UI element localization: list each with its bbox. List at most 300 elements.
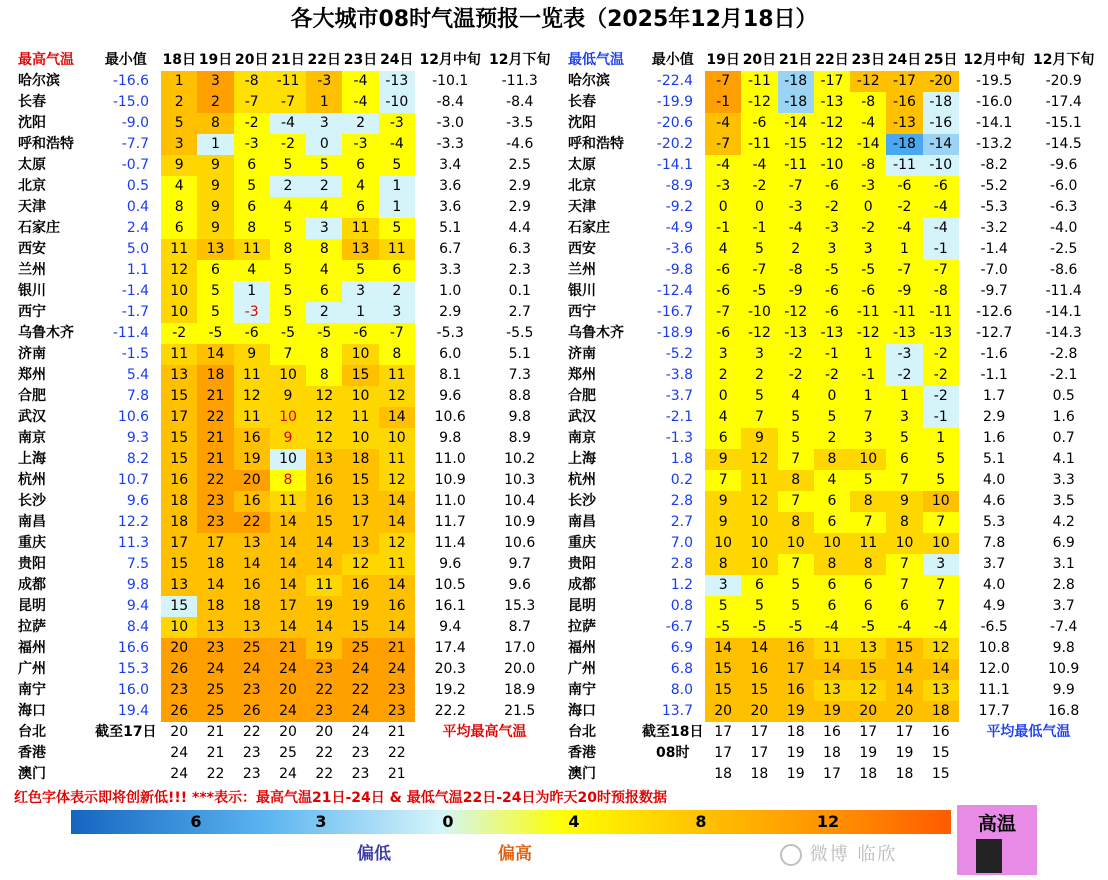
forecast-cell: 14 — [197, 344, 233, 365]
late-month-avg: -2.1 — [1050, 367, 1078, 383]
forecast-cell: 8 — [306, 365, 342, 386]
forecast-cell: -5 — [850, 260, 886, 281]
forecast-cell: -2 — [886, 365, 922, 386]
forecast-cell: 6 — [705, 428, 741, 449]
city-name: 北京 — [568, 178, 596, 194]
forecast-cell: 17 — [714, 745, 733, 761]
forecast-cell: 17 — [161, 533, 197, 554]
forecast-cell: 16 — [741, 659, 777, 680]
mid-month-avg: -12.6 — [976, 304, 1013, 320]
mid-month-avg: -3.2 — [980, 220, 1008, 236]
forecast-cell: 3 — [741, 344, 777, 365]
forecast-cell: 14 — [270, 617, 306, 638]
forecast-cell: 19 — [342, 596, 378, 617]
forecast-cell: -4 — [923, 197, 959, 218]
forecast-cell: 14 — [886, 680, 922, 701]
forecast-cell: 12 — [306, 407, 342, 428]
table-row — [564, 680, 1098, 701]
forecast-cell: 13 — [234, 533, 270, 554]
forecast-cell: -2 — [886, 197, 922, 218]
city-name: 南京 — [18, 430, 46, 446]
forecast-cell: -5 — [306, 323, 342, 344]
city-name: 太原 — [568, 157, 596, 173]
forecast-cell: 6 — [161, 218, 197, 239]
forecast-cell: -6 — [814, 281, 850, 302]
forecast-cell: 2 — [342, 113, 378, 134]
forecast-cell: 8 — [814, 554, 850, 575]
forecast-cell: -12 — [741, 323, 777, 344]
forecast-cell: 6 — [814, 575, 850, 596]
min-value: -20.6 — [656, 115, 694, 131]
city-name: 杭州 — [18, 472, 46, 488]
forecast-cell: 25 — [197, 680, 233, 701]
min-value: 08时 — [656, 745, 690, 761]
city-name: 合肥 — [568, 388, 596, 404]
min-value: 2.4 — [126, 220, 150, 236]
forecast-cell: 5 — [270, 260, 306, 281]
min-value: 0.5 — [126, 178, 150, 194]
min-value: -3.7 — [665, 388, 694, 404]
forecast-cell: 6 — [886, 596, 922, 617]
table-row — [14, 323, 554, 344]
late-month-avg: -9.6 — [1050, 157, 1078, 173]
forecast-cell: 13 — [850, 638, 886, 659]
forecast-cell: 8 — [379, 344, 415, 365]
forecast-cell: 3 — [886, 407, 922, 428]
city-name: 海口 — [18, 703, 46, 719]
mid-month-avg: 1.7 — [983, 388, 1006, 404]
forecast-cell: 7 — [923, 575, 959, 596]
forecast-cell: 6 — [197, 260, 233, 281]
forecast-cell: 19 — [234, 449, 270, 470]
forecast-cell: 16 — [234, 491, 270, 512]
min-temp-header: 最低气温 — [568, 52, 624, 68]
forecast-cell: -13 — [814, 323, 850, 344]
forecast-cell: 1 — [234, 281, 270, 302]
city-name: 银川 — [18, 283, 46, 299]
forecast-cell: 2 — [814, 428, 850, 449]
table-row — [564, 407, 1098, 428]
forecast-cell: -6 — [886, 176, 922, 197]
min-value: 15.3 — [117, 661, 150, 677]
table-row — [564, 722, 1098, 743]
forecast-cell: -12 — [850, 323, 886, 344]
min-value: -19.9 — [656, 94, 694, 110]
forecast-cell: 11 — [741, 470, 777, 491]
forecast-cell: 6 — [814, 596, 850, 617]
table-row — [14, 134, 554, 155]
forecast-cell: -4 — [778, 218, 814, 239]
forecast-cell: -14 — [850, 134, 886, 155]
city-name: 石家庄 — [568, 220, 610, 236]
forecast-cell: 25 — [197, 701, 233, 722]
table-row — [564, 575, 1098, 596]
forecast-cell: 4 — [161, 176, 197, 197]
table-row — [564, 323, 1098, 344]
forecast-cell: -12 — [814, 113, 850, 134]
forecast-cell: 15 — [342, 470, 378, 491]
forecast-cell: 5 — [234, 176, 270, 197]
forecast-cell: 5 — [705, 596, 741, 617]
forecast-cell: 3 — [161, 134, 197, 155]
forecast-cell: 23 — [306, 659, 342, 680]
mid-month-avg: -13.2 — [976, 136, 1013, 152]
mid-month-avg: 17.4 — [434, 640, 466, 656]
forecast-cell: 22 — [387, 745, 406, 761]
forecast-cell: -6 — [741, 113, 777, 134]
mid-month-avg — [959, 764, 1030, 785]
mid-month-avg: 5.3 — [983, 514, 1006, 530]
city-name: 济南 — [568, 346, 596, 362]
forecast-cell: -5 — [270, 323, 306, 344]
forecast-cell: 2 — [705, 365, 741, 386]
max-temp-table — [14, 50, 554, 785]
table-row — [14, 218, 554, 239]
mid-month-avg — [415, 764, 486, 785]
table-row — [564, 302, 1098, 323]
forecast-cell: 14 — [741, 638, 777, 659]
forecast-cell: 5 — [270, 218, 306, 239]
forecast-cell: 10 — [270, 407, 306, 428]
late-month-avg: -20.9 — [1045, 73, 1082, 89]
city-name: 重庆 — [18, 535, 46, 551]
forecast-cell: 24 — [270, 701, 306, 722]
mid-month-avg: -7.0 — [980, 262, 1008, 278]
forecast-cell: -5 — [741, 617, 777, 638]
city-name: 沈阳 — [568, 115, 596, 131]
mid-month-avg: -12.7 — [976, 325, 1013, 341]
forecast-cell: 12 — [379, 533, 415, 554]
forecast-cell: 11 — [850, 533, 886, 554]
late-month-avg: 3.3 — [1052, 472, 1075, 488]
city-name: 西宁 — [568, 304, 596, 320]
forecast-cell: -5 — [705, 617, 741, 638]
late-month-avg: -17.4 — [1045, 94, 1082, 110]
table-row — [14, 302, 554, 323]
mid-month-avg: -9.7 — [980, 283, 1008, 299]
forecast-cell: 15 — [886, 638, 922, 659]
forecast-cell: 11 — [161, 344, 197, 365]
forecast-cell: 2 — [270, 176, 306, 197]
late-month-avg — [1029, 764, 1098, 785]
min-value: -14.1 — [656, 157, 694, 173]
forecast-cell: 13 — [306, 449, 342, 470]
table-row — [564, 491, 1098, 512]
min-value — [91, 764, 162, 785]
forecast-cell: -7 — [886, 260, 922, 281]
forecast-cell: 15 — [306, 512, 342, 533]
late-month-avg: 20.0 — [504, 661, 536, 677]
late-month-avg: 10.6 — [504, 535, 536, 551]
forecast-cell: 23 — [197, 638, 233, 659]
min-value: 16.6 — [117, 640, 150, 656]
forecast-cell: 13 — [197, 239, 233, 260]
forecast-cell: 4 — [306, 260, 342, 281]
forecast-cell: 9 — [705, 512, 741, 533]
watermark — [780, 840, 897, 866]
forecast-cell: -12 — [741, 92, 777, 113]
forecast-cell: 3 — [379, 302, 415, 323]
forecast-cell: 14 — [234, 554, 270, 575]
min-value: 9.6 — [126, 493, 150, 509]
city-name: 武汉 — [18, 409, 46, 425]
forecast-cell: 23 — [351, 745, 370, 761]
forecast-cell: 23 — [161, 680, 197, 701]
forecast-cell: -11 — [886, 155, 922, 176]
city-name: 济南 — [18, 346, 46, 362]
mid-month-avg: 4.0 — [983, 577, 1006, 593]
forecast-cell: 4 — [342, 176, 378, 197]
forecast-cell: 7 — [886, 470, 922, 491]
forecast-cell: 2 — [306, 176, 342, 197]
column-header: 12月中旬 — [963, 52, 1025, 68]
forecast-cell: 7 — [778, 449, 814, 470]
forecast-cell: 5 — [923, 449, 959, 470]
city-name: 拉萨 — [18, 619, 46, 635]
min-value: 16.0 — [117, 682, 150, 698]
forecast-cell: 23 — [197, 512, 233, 533]
forecast-cell: 8 — [270, 470, 306, 491]
mid-month-avg: 2.9 — [983, 409, 1006, 425]
forecast-cell: 21 — [387, 724, 406, 740]
forecast-cell: 22 — [315, 766, 334, 782]
forecast-cell: 7 — [778, 491, 814, 512]
forecast-cell: 5 — [814, 407, 850, 428]
forecast-cell: 5 — [270, 281, 306, 302]
city-name: 武汉 — [568, 409, 596, 425]
city-name: 福州 — [18, 640, 46, 656]
forecast-cell: 15 — [931, 766, 950, 782]
city-name: 西安 — [568, 241, 596, 257]
late-month-avg: -2.8 — [1050, 346, 1078, 362]
table-row — [14, 365, 554, 386]
forecast-cell: 13 — [161, 575, 197, 596]
forecast-cell: 9 — [886, 491, 922, 512]
min-value: 截至18日 — [642, 724, 704, 740]
forecast-cell: 16 — [234, 575, 270, 596]
late-month-avg: 8.9 — [508, 430, 531, 446]
forecast-cell: 5 — [270, 302, 306, 323]
forecast-cell: 22 — [342, 680, 378, 701]
table-row — [564, 155, 1098, 176]
city-name: 香港 — [18, 745, 46, 761]
table-row — [564, 428, 1098, 449]
forecast-cell: -2 — [923, 365, 959, 386]
min-value: 10.7 — [117, 472, 150, 488]
min-value: 19.4 — [117, 703, 150, 719]
forecast-cell: 12 — [306, 386, 342, 407]
late-month-avg: 17.0 — [504, 640, 536, 656]
late-month-avg: 9.9 — [1052, 682, 1075, 698]
late-month-avg: 3.5 — [1052, 493, 1075, 509]
late-month-avg: -3.5 — [506, 115, 534, 131]
table-row — [564, 260, 1098, 281]
forecast-cell: 14 — [306, 533, 342, 554]
forecast-cell: 24 — [170, 745, 189, 761]
forecast-cell: 6 — [234, 155, 270, 176]
forecast-cell: 21 — [387, 766, 406, 782]
min-value: -11.4 — [112, 325, 150, 341]
min-value: -4.9 — [665, 220, 694, 236]
table-row — [564, 743, 1098, 764]
city-name: 长春 — [18, 94, 46, 110]
forecast-cell: 10 — [705, 533, 741, 554]
forecast-cell: 2 — [379, 281, 415, 302]
late-month-avg: 0.5 — [1052, 388, 1075, 404]
forecast-cell: -4 — [741, 155, 777, 176]
late-month-avg: -4.0 — [1050, 220, 1078, 236]
mid-month-avg: 1.6 — [983, 430, 1006, 446]
min-value: -1.3 — [665, 430, 694, 446]
forecast-cell: 3 — [850, 428, 886, 449]
table-row — [564, 554, 1098, 575]
forecast-cell: 14 — [379, 617, 415, 638]
forecast-cell: 11 — [234, 239, 270, 260]
city-name: 南宁 — [18, 682, 46, 698]
forecast-cell: -1 — [705, 218, 741, 239]
forecast-cell: -1 — [850, 365, 886, 386]
forecast-cell: 5 — [741, 386, 777, 407]
city-name: 拉萨 — [568, 619, 596, 635]
forecast-cell: 10 — [741, 512, 777, 533]
mid-month-avg: -5.3 — [980, 199, 1008, 215]
table-row — [564, 281, 1098, 302]
forecast-cell: 24 — [351, 724, 370, 740]
forecast-cell: 14 — [270, 533, 306, 554]
forecast-cell: -3 — [342, 134, 378, 155]
forecast-cell: -9 — [886, 281, 922, 302]
forecast-cell: 10 — [342, 386, 378, 407]
min-value: 1.1 — [126, 262, 150, 278]
forecast-cell: 9 — [234, 344, 270, 365]
mid-month-avg: 10.5 — [434, 577, 466, 593]
forecast-cell: 5 — [778, 428, 814, 449]
city-name: 贵阳 — [568, 556, 596, 572]
late-month-avg: 15.3 — [504, 598, 536, 614]
forecast-cell: 9 — [197, 176, 233, 197]
forecast-cell: 17 — [778, 659, 814, 680]
forecast-cell: 12 — [234, 386, 270, 407]
forecast-cell: -3 — [379, 113, 415, 134]
min-value: 7.8 — [126, 388, 150, 404]
forecast-cell: -7 — [705, 134, 741, 155]
forecast-cell: 18 — [161, 512, 197, 533]
forecast-cell: 18 — [859, 766, 878, 782]
min-temp-table — [564, 50, 1098, 785]
forecast-cell: -13 — [886, 323, 922, 344]
forecast-cell: 24 — [379, 659, 415, 680]
forecast-cell: 22 — [306, 680, 342, 701]
forecast-cell: 17 — [714, 724, 733, 740]
forecast-cell: -12 — [778, 302, 814, 323]
forecast-cell: 14 — [705, 638, 741, 659]
city-name: 郑州 — [18, 367, 46, 383]
forecast-cell: 4 — [778, 386, 814, 407]
forecast-cell: 18 — [923, 701, 959, 722]
forecast-cell: -3 — [778, 197, 814, 218]
forecast-cell: 3 — [814, 239, 850, 260]
min-value: -3.8 — [665, 367, 694, 383]
forecast-cell: -5 — [814, 260, 850, 281]
late-month-avg: 4.1 — [1052, 451, 1075, 467]
table-row — [564, 617, 1098, 638]
forecast-cell: 9 — [197, 218, 233, 239]
table-row — [564, 218, 1098, 239]
forecast-cell: -18 — [886, 134, 922, 155]
forecast-cell: 1 — [850, 386, 886, 407]
mid-month-avg: -1.4 — [980, 241, 1008, 257]
forecast-cell: 12 — [306, 428, 342, 449]
forecast-cell: 26 — [234, 701, 270, 722]
forecast-cell: 18 — [895, 766, 914, 782]
forecast-cell: 17 — [161, 407, 197, 428]
mid-month-avg: 3.4 — [439, 157, 462, 173]
late-month-avg: 2.8 — [1052, 577, 1075, 593]
late-month-avg: 2.5 — [508, 157, 531, 173]
forecast-cell: 16 — [306, 491, 342, 512]
forecast-cell: -11 — [778, 155, 814, 176]
table-row — [564, 512, 1098, 533]
min-value: 9.8 — [126, 577, 150, 593]
forecast-cell: -18 — [778, 71, 814, 92]
table-row — [14, 575, 554, 596]
forecast-cell: 13 — [923, 680, 959, 701]
table-row — [564, 533, 1098, 554]
late-month-avg: -7.4 — [1050, 619, 1078, 635]
mid-month-avg: 11.0 — [434, 451, 466, 467]
forecast-cell: 24 — [270, 659, 306, 680]
forecast-cell: 5 — [741, 596, 777, 617]
forecast-cell: -6 — [923, 176, 959, 197]
city-name: 长沙 — [568, 493, 596, 509]
forecast-cell: -2 — [850, 218, 886, 239]
forecast-cell: 22 — [315, 745, 334, 761]
forecast-cell: -1 — [705, 92, 741, 113]
forecast-cell: 11 — [379, 365, 415, 386]
forecast-cell: 14 — [306, 617, 342, 638]
forecast-cell: 9 — [197, 155, 233, 176]
forecast-cell: 7 — [850, 512, 886, 533]
forecast-cell: 5 — [741, 239, 777, 260]
forecast-cell: -1 — [923, 407, 959, 428]
table-row — [564, 176, 1098, 197]
table-row — [564, 239, 1098, 260]
forecast-cell: 20 — [850, 701, 886, 722]
forecast-cell: 11 — [342, 407, 378, 428]
forecast-cell: 24 — [342, 659, 378, 680]
late-month-avg: 9.6 — [508, 577, 531, 593]
min-value: 9.4 — [126, 598, 150, 614]
forecast-cell: 14 — [197, 575, 233, 596]
forecast-cell: 18 — [161, 491, 197, 512]
mid-month-avg: 6.7 — [439, 241, 462, 257]
city-name: 南昌 — [18, 514, 46, 530]
forecast-cell: 8 — [270, 239, 306, 260]
forecast-cell: 5 — [379, 155, 415, 176]
forecast-cell: 6 — [342, 155, 378, 176]
forecast-cell: -13 — [923, 323, 959, 344]
forecast-cell: 4 — [705, 239, 741, 260]
forecast-cell: 10 — [161, 302, 197, 323]
mid-month-avg: 20.3 — [434, 661, 466, 677]
forecast-cell: -2 — [161, 323, 197, 344]
mid-month-avg: 4.6 — [983, 493, 1006, 509]
table-row — [14, 407, 554, 428]
city-name: 银川 — [568, 283, 596, 299]
late-month-avg: -8.6 — [1050, 262, 1078, 278]
forecast-cell: -18 — [923, 92, 959, 113]
late-month-avg: 10.4 — [504, 493, 536, 509]
